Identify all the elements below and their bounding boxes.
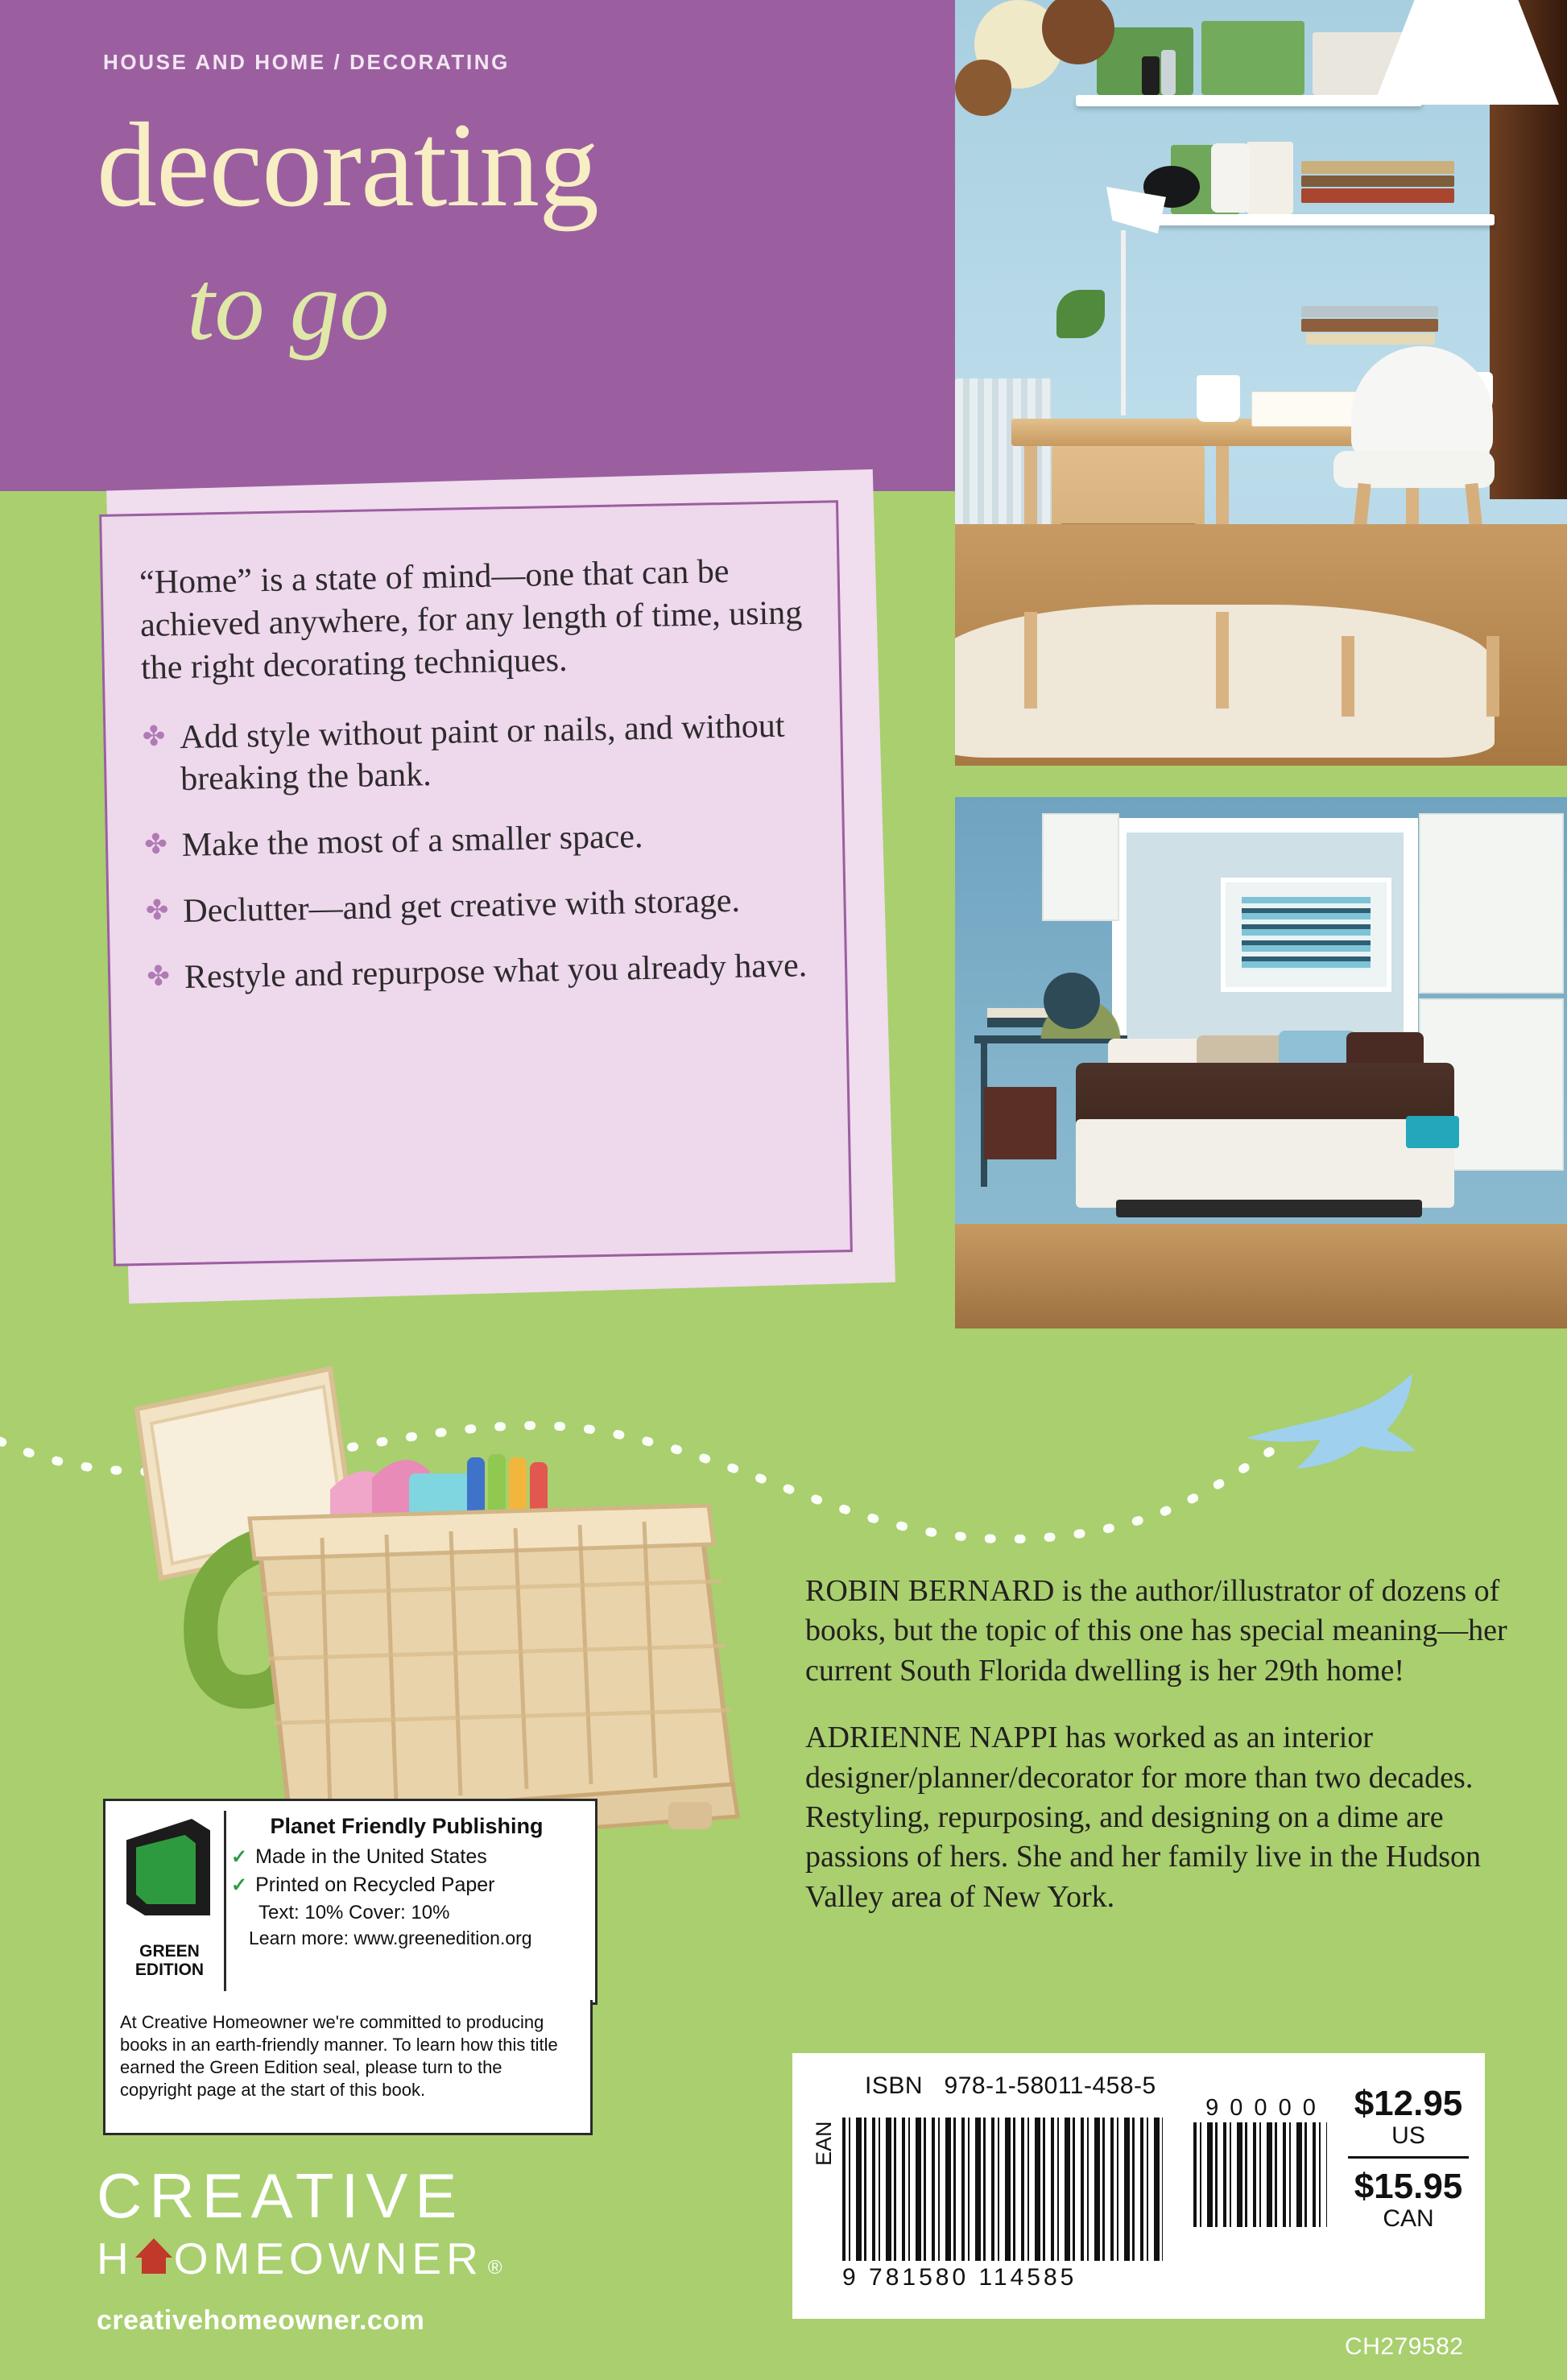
author-bios xyxy=(805,1572,1514,1944)
price-can-amount: $15.95 xyxy=(1354,2167,1463,2207)
chair-leg-lower xyxy=(1342,636,1354,717)
green-edition-logo xyxy=(115,1811,226,1991)
green-label-line1: GREEN xyxy=(139,1941,200,1961)
green-edition-details xyxy=(231,1814,582,1949)
bullet-label: Add style without paint or nails, and without breaking the bank. xyxy=(179,707,785,798)
book-title-sub: to go xyxy=(187,250,390,361)
catalog-code: CH279582 xyxy=(1345,2333,1464,2360)
check-icon: ✓ xyxy=(231,1874,248,1896)
green-edition-note: At Creative Homeowner we're committed to producing books in an earth-friendly manner. To learn how this title earned the Green Edition seal, please turn to the copyright page at the start of this book. xyxy=(103,2000,593,2135)
green-edition-percentages: Text: 10% Cover: 10% xyxy=(258,1902,450,1923)
bullet-label: Declutter—and get creative with storage. xyxy=(182,882,741,930)
decor-globe xyxy=(1044,973,1100,1029)
barcode-bars-addon xyxy=(1193,2122,1327,2227)
green-edition-item-label: Made in the United States xyxy=(255,1845,487,1868)
bullet-item xyxy=(142,704,812,801)
office-vase xyxy=(1211,143,1250,213)
desk-leg-lower xyxy=(1024,612,1037,709)
green-edition-item-label: Printed on Recycled Paper xyxy=(255,1874,495,1896)
book-leaf-icon-inner xyxy=(136,1835,196,1904)
publisher-url[interactable]: creativehomeowner.com xyxy=(97,2305,425,2336)
author-bio-1: ROBIN BERNARD is the author/illustrator of dozens of books, but the topic of this one has special meaning—her current South Florida dwelling is her 29th home! xyxy=(805,1574,1507,1688)
barcode-digits-addon: 9 0 0 0 0 xyxy=(1205,2095,1318,2121)
green-edition-item xyxy=(231,1874,582,1897)
bullet-item xyxy=(145,878,814,933)
price-can-currency: CAN xyxy=(1383,2205,1434,2233)
bullet-item xyxy=(147,944,816,999)
photo-bedroom xyxy=(955,797,1567,1328)
book-title-main: decorating xyxy=(97,98,599,232)
wall-art-image xyxy=(1242,897,1371,971)
office-book xyxy=(1301,176,1454,187)
office-book xyxy=(1306,333,1435,345)
price-us-currency: US xyxy=(1391,2122,1425,2150)
price-divider xyxy=(1348,2156,1469,2159)
wall-art-frame xyxy=(1221,878,1391,992)
house-icon xyxy=(135,2238,172,2274)
office-storage-box xyxy=(1201,21,1304,95)
quote-lead-text: “Home” is a state of mind—one that can be achieved anywhere, for any length of time, using the right decorating techniques. xyxy=(139,552,803,687)
barcode-block xyxy=(792,2053,1485,2319)
desk-lamp-arm xyxy=(1121,230,1126,415)
isbn-label: ISBN xyxy=(865,2072,924,2099)
bed-sheets xyxy=(1076,1119,1454,1208)
barcode-bars-main xyxy=(842,2118,1163,2261)
green-label-line2: EDITION xyxy=(134,1961,205,1980)
office-book xyxy=(1301,306,1438,317)
green-edition-title: Planet Friendly Publishing xyxy=(270,1814,544,1838)
bedroom-floor xyxy=(955,1224,1567,1328)
category-kicker: HOUSE AND HOME / DECORATING xyxy=(103,50,510,74)
teal-blanket xyxy=(1406,1116,1459,1148)
bed-frame xyxy=(1116,1200,1422,1217)
office-book xyxy=(1142,56,1160,95)
bullet-label: Make the most of a smaller space. xyxy=(181,817,643,864)
office-book xyxy=(1301,188,1454,203)
office-book xyxy=(1301,319,1438,332)
office-shelf-middle xyxy=(1156,214,1495,225)
publisher-name-creative: CREATIVE xyxy=(97,2160,465,2231)
office-wall-decal xyxy=(955,60,1011,116)
green-edition-item xyxy=(231,1845,582,1869)
flower-bullet-icon: ✤ xyxy=(142,721,166,752)
publisher-omeowner: OMEOWNER xyxy=(173,2233,483,2283)
green-edition-seal xyxy=(103,1799,597,2005)
bedroom-cabinet xyxy=(1419,813,1564,994)
publisher-logo xyxy=(97,2160,693,2337)
green-edition-learn-more: Learn more: www.greenedition.org xyxy=(249,1928,532,1948)
isbn-number: 978-1-58011-458-5 xyxy=(944,2072,1156,2099)
office-magazine-file xyxy=(1247,142,1293,214)
bullet-label: Restyle and repurpose what you already have. xyxy=(184,947,808,997)
price-us-amount: $12.95 xyxy=(1354,2084,1463,2123)
registered-mark: ® xyxy=(487,2257,507,2279)
office-shelf-upper xyxy=(1076,95,1422,106)
bird-icon xyxy=(1240,1369,1425,1490)
price-block xyxy=(1348,2085,1469,2239)
check-icon: ✓ xyxy=(231,1846,248,1868)
bedroom-cabinet xyxy=(1042,813,1119,921)
flower-bullet-icon: ✤ xyxy=(147,961,171,992)
chair-leg-lower xyxy=(1486,636,1499,717)
green-edition-label xyxy=(115,1942,224,1980)
author-bio-2: ADRIENNE NAPPI has worked as an interior designer/planner/decorator for more than two decades. Restyling, repurposing, and designing on a dime are passions of hers. She and her family live in the Hudson Valley area of New York. xyxy=(805,1721,1482,1914)
shelf-books xyxy=(984,1087,1056,1159)
photo-home-office xyxy=(955,0,1567,766)
desk-leg-lower xyxy=(1216,612,1229,709)
publisher-name-homeowner xyxy=(97,2233,693,2283)
barcode-digits-main: 9 781580 114585 xyxy=(842,2264,1077,2291)
isbn-line xyxy=(865,2072,1156,2100)
office-book xyxy=(1301,161,1454,174)
quote-content xyxy=(139,549,817,1023)
flower-bullet-icon: ✤ xyxy=(145,895,169,926)
office-book xyxy=(1161,50,1176,95)
office-plant xyxy=(1056,290,1105,338)
bullet-item xyxy=(144,812,813,867)
ean-label: EAN xyxy=(812,2121,836,2166)
flower-bullet-icon: ✤ xyxy=(143,829,168,860)
publisher-h: H xyxy=(97,2233,134,2283)
coffee-mug xyxy=(1197,375,1240,422)
